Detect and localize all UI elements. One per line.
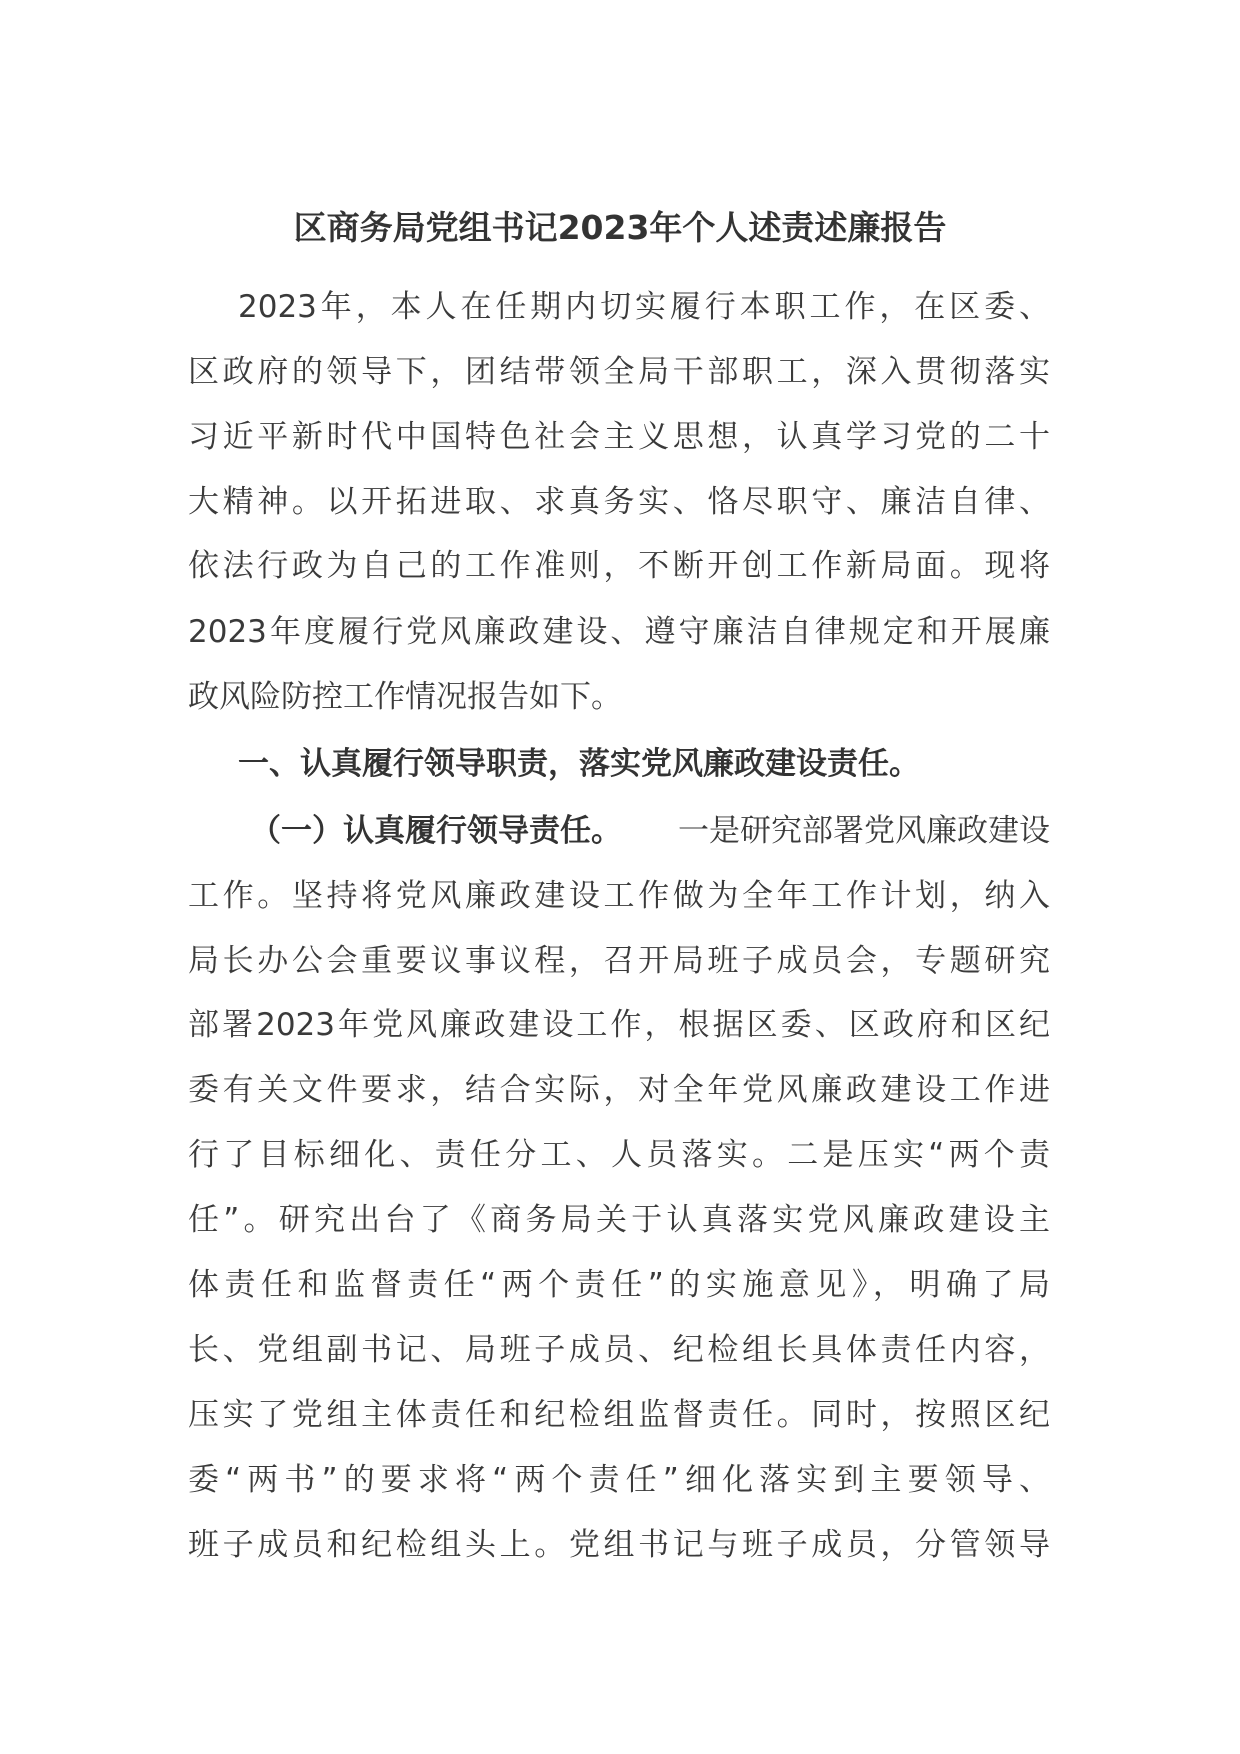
paragraph-line: 局长办公会重要议事议程，召开局班子成员会，专题研究 <box>188 943 1050 979</box>
paragraph-line: 任”。研究出台了《商务局关于认真落实党风廉政建设主 <box>188 1202 1050 1238</box>
paragraph-line: 长、党组副书记、局班子成员、纪检组长具体责任内容， <box>188 1332 1050 1368</box>
subsection-first-line <box>250 799 1050 864</box>
subsection-heading: （一）认真履行领导责任。 <box>250 813 622 849</box>
paragraph-line: 行了目标细化、责任分工、人员落实。二是压实“两个责 <box>188 1137 1050 1173</box>
paragraph-line: 体责任和监督责任“两个责任”的实施意见》，明确了局 <box>188 1267 1050 1303</box>
paragraph-line: 部署2023年党风廉政建设工作，根据区委、区政府和区纪 <box>188 1007 1050 1043</box>
paragraph-line: 班子成员和纪检组头上。党组书记与班子成员，分管领导 <box>188 1527 1050 1563</box>
paragraph-line: 工作。坚持将党风廉政建设工作做为全年工作计划，纳入 <box>188 878 1050 914</box>
paragraph-line: 政风险防控工作情况报告如下。 <box>188 679 622 715</box>
paragraph-line: 委“两书”的要求将“两个责任”细化落实到主要领导、 <box>188 1462 1050 1498</box>
paragraph-line: 依法行政为自己的工作准则，不断开创工作新局面。现将 <box>188 548 1050 584</box>
paragraph-line: 大精神。以开拓进取、求真务实、恪尽职守、廉洁自律、 <box>188 484 1050 520</box>
paragraph-line: 2023年度履行党风廉政建设、遵守廉洁自律规定和开展廉 <box>188 614 1050 650</box>
paragraph-line: 习近平新时代中国特色社会主义思想，认真学习党的二十 <box>188 419 1050 455</box>
paragraph-line: 压实了党组主体责任和纪检组监督责任。同时，按照区纪 <box>188 1397 1050 1433</box>
paragraph-line: 委有关文件要求，结合实际，对全年党风廉政建设工作进 <box>188 1072 1050 1108</box>
paragraph-line: 区政府的领导下，团结带领全局干部职工，深入贯彻落实 <box>188 354 1050 390</box>
document-title: 区商务局党组书记2023年个人述责述廉报告 <box>293 208 947 247</box>
paragraph-text: 一是研究部署党风廉政建设 <box>678 813 1050 849</box>
section-heading: 一、认真履行领导职责，落实党风廉政建设责任。 <box>238 746 920 782</box>
paragraph-line: 2023年，本人在任期内切实履行本职工作，在区委、 <box>238 289 1050 325</box>
